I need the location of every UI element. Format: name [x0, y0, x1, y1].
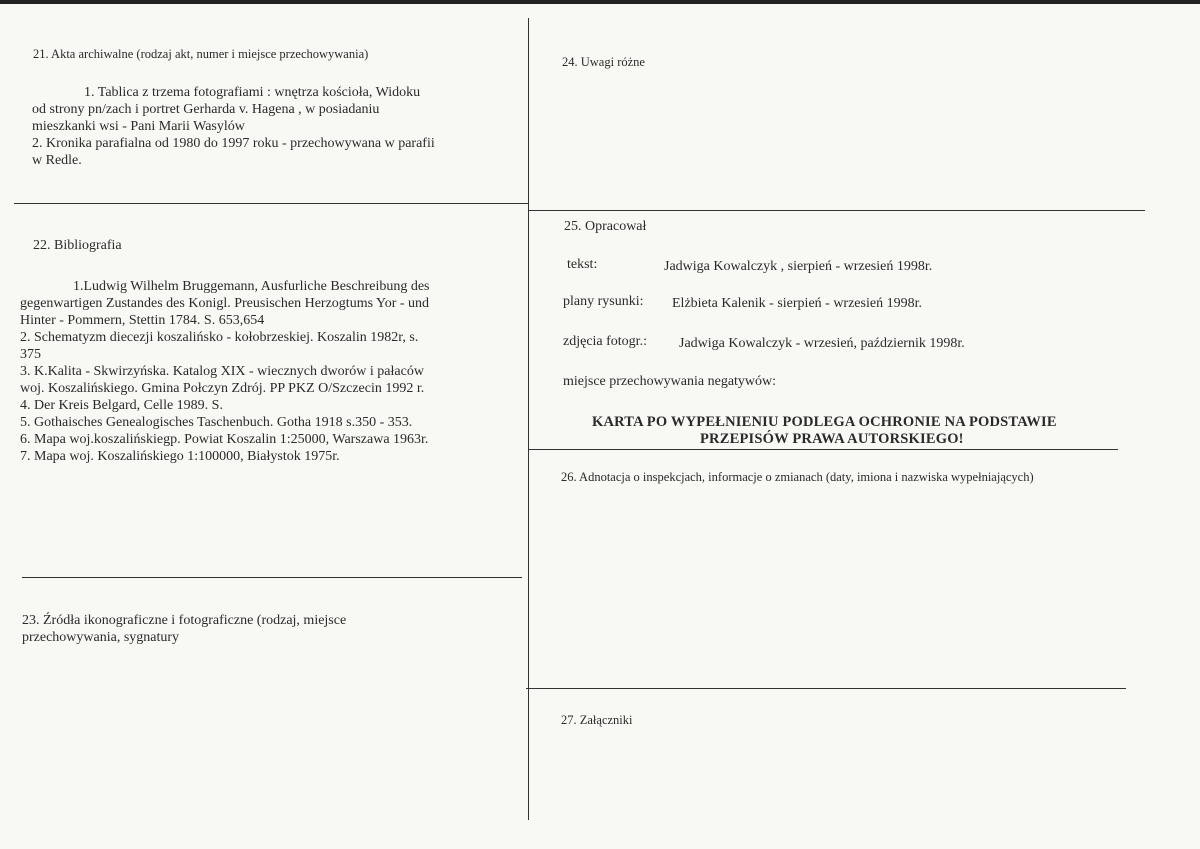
section-23-title-line: 23. Źródła ikonograficzne i fotograficzne (rodzaj, miejsce — [22, 613, 347, 628]
section-24-title: 24. Uwagi różne — [562, 55, 645, 69]
bibliography-item: 3. K.Kalita - Skwirzyńska. Katalog XIX - wiecznych dworów i pałaców — [20, 364, 424, 379]
section-21-line: w Redle. — [32, 153, 82, 168]
plans-label: plany rysunki: — [563, 294, 644, 309]
author-text-label: tekst: — [567, 257, 598, 272]
bibliography-item: woj. Koszalińskiego. Gmina Połczyn Zdrój. PP PKZ O/Szczecin 1992 r. — [20, 381, 425, 396]
section-25-title: 25. Opracował — [564, 219, 647, 234]
section-21-line: 1. Tablica z trzema fotografiami : wnętrza kościoła, Widoku — [84, 85, 421, 100]
plans-value: Elżbieta Kalenik - sierpień - wrzesień 1998r. — [672, 296, 922, 311]
section-21-line: od strony pn/zach i portret Gerharda v. Hagena , w posiadaniu — [32, 102, 380, 117]
divider-right-25-26 — [528, 449, 1118, 450]
section-21-content — [32, 84, 435, 169]
bibliography-item: 5. Gothaisches Genealogisches Taschenbuch. Gotha 1918 s.350 - 353. — [20, 415, 413, 430]
section-27-title: 27. Załączniki — [561, 713, 633, 727]
divider-left-22-23 — [22, 577, 522, 578]
bibliography-item: 375 — [20, 347, 41, 362]
section-21-line: 2. Kronika parafialna od 1980 do 1997 roku - przechowywana w parafii — [32, 136, 435, 151]
photos-value: Jadwiga Kowalczyk - wrzesień, październik 1998r. — [679, 336, 965, 351]
section-21-line: mieszkanki wsi - Pani Marii Wasylów — [32, 119, 245, 134]
negatives-storage-label: miejsce przechowywania negatywów: — [563, 374, 777, 389]
center-divider-vertical — [528, 18, 529, 820]
section-22-title: 22. Bibliografia — [33, 238, 122, 253]
copyright-notice-line1: KARTA PO WYPEŁNIENIU PODLEGA OCHRONIE NA PODSTAWIE — [592, 414, 1057, 430]
scan-top-edge — [0, 0, 1200, 4]
divider-left-21-22 — [14, 203, 528, 204]
section-23-title — [22, 612, 346, 646]
divider-right-24-25 — [528, 210, 1145, 211]
divider-right-26-27 — [526, 688, 1126, 689]
bibliography-item: 1.Ludwig Wilhelm Bruggemann, Ausfurliche Beschreibung des — [73, 279, 430, 294]
section-22-content — [20, 278, 430, 465]
author-text-value: Jadwiga Kowalczyk , sierpień - wrzesień 1998r. — [664, 259, 933, 274]
photos-label: zdjęcia fotogr.: — [563, 334, 647, 349]
bibliography-item: 7. Mapa woj. Koszalińskiego 1:100000, Białystok 1975r. — [20, 449, 340, 464]
bibliography-item: 2. Schematyzm diecezji koszalińsko - kołobrzeskiej. Koszalin 1982r, s. — [20, 330, 419, 345]
section-21-title: 21. Akta archiwalne (rodzaj akt, numer i miejsce przechowywania) — [33, 47, 369, 61]
section-26-title: 26. Adnotacja o inspekcjach, informacje o zmianach (daty, imiona i nazwiska wypełniających) — [561, 470, 1034, 484]
section-23-title-line: przechowywania, sygnatury — [22, 630, 180, 645]
bibliography-item: gegenwartigen Zustandes des Konigl. Preusischen Herzogtums Yor - und — [20, 296, 430, 311]
bibliography-item: 6. Mapa woj.koszalińskiegp. Powiat Koszalin 1:25000, Warszawa 1963r. — [20, 432, 429, 447]
copyright-notice-line2: PRZEPISÓW PRAWA AUTORSKIEGO! — [700, 431, 964, 447]
bibliography-item: 4. Der Kreis Belgard, Celle 1989. S. — [20, 398, 223, 413]
bibliography-item: Hinter - Pommern, Stettin 1784. S. 653,654 — [20, 313, 265, 328]
